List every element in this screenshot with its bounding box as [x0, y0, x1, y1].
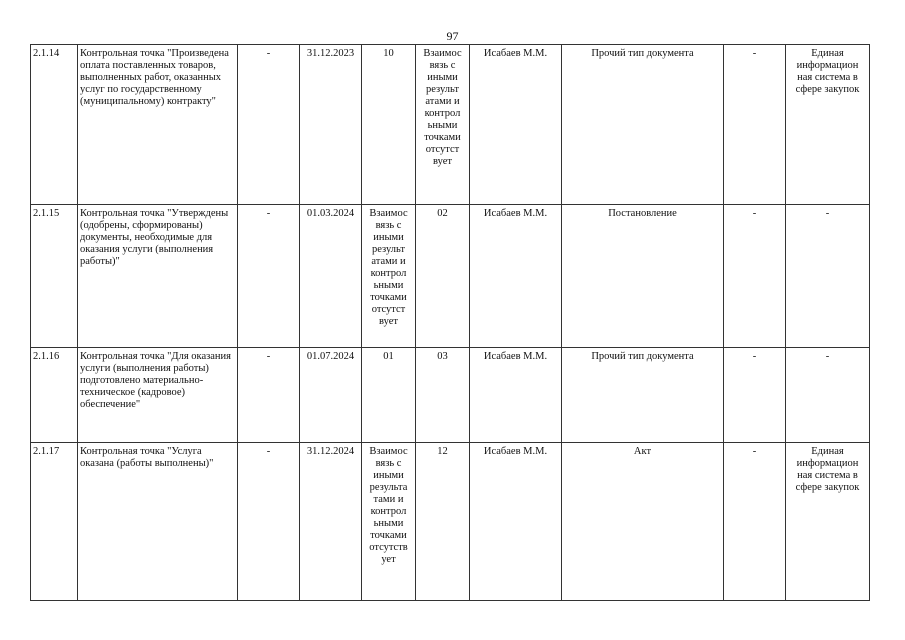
control-point-name: Контрольная точка "Для оказания услуги (выполнения работы) подготовлено материально-техническое (кадровое) обеспечение": [78, 348, 238, 443]
document-type: Прочий тип документа: [562, 45, 724, 205]
column-5-value: 10: [362, 45, 416, 205]
column-6-value: 02: [416, 205, 470, 348]
date-cell: 31.12.2024: [300, 443, 362, 601]
column-3-value: -: [238, 348, 300, 443]
column-5-value: 01: [362, 348, 416, 443]
information-system: Единая информацион ная система в сфере закупок: [786, 443, 870, 601]
column-3-value: -: [238, 205, 300, 348]
table-row: [31, 45, 870, 205]
table-row: [31, 348, 870, 443]
table-row: [31, 205, 870, 348]
control-point-name: Контрольная точка "Услуга оказана (работы выполнены)": [78, 443, 238, 601]
document-type: Прочий тип документа: [562, 348, 724, 443]
information-system: -: [786, 205, 870, 348]
control-point-name: Контрольная точка "Утверждены (одобрены, сформированы) документы, необходимые для оказания услуги (выполнения работы)": [78, 205, 238, 348]
column-6-value: Взаимос вязь с иными результ атами и контрол ьными точками отсутст вует: [416, 45, 470, 205]
responsible-person: Исабаев М.М.: [470, 45, 562, 205]
column-3-value: -: [238, 45, 300, 205]
date-cell: 01.03.2024: [300, 205, 362, 348]
responsible-person: Исабаев М.М.: [470, 205, 562, 348]
control-points-table: [30, 44, 870, 601]
table-row: [31, 443, 870, 601]
column-5-value: Взаимос вязь с иными результа тами и контрол ьными точками отсутств ует: [362, 443, 416, 601]
column-9-value: -: [724, 348, 786, 443]
column-6-value: 03: [416, 348, 470, 443]
row-number: 2.1.15: [31, 205, 78, 348]
document-type: Постановление: [562, 205, 724, 348]
row-number: 2.1.16: [31, 348, 78, 443]
row-number: 2.1.14: [31, 45, 78, 205]
date-cell: 01.07.2024: [300, 348, 362, 443]
date-cell: 31.12.2023: [300, 45, 362, 205]
information-system: Единая информацион ная система в сфере закупок: [786, 45, 870, 205]
responsible-person: Исабаев М.М.: [470, 348, 562, 443]
column-9-value: -: [724, 443, 786, 601]
column-9-value: -: [724, 205, 786, 348]
column-6-value: 12: [416, 443, 470, 601]
information-system: -: [786, 348, 870, 443]
column-3-value: -: [238, 443, 300, 601]
row-number: 2.1.17: [31, 443, 78, 601]
column-9-value: -: [724, 45, 786, 205]
control-point-name: Контрольная точка "Произведена оплата поставленных товаров, выполненных работ, оказанных услуг по государственному (муниципальному) контракту": [78, 45, 238, 205]
responsible-person: Исабаев М.М.: [470, 443, 562, 601]
document-type: Акт: [562, 443, 724, 601]
column-5-value: Взаимос вязь с иными результ атами и контрол ьными точками отсутст вует: [362, 205, 416, 348]
page-number: 97: [446, 29, 459, 43]
